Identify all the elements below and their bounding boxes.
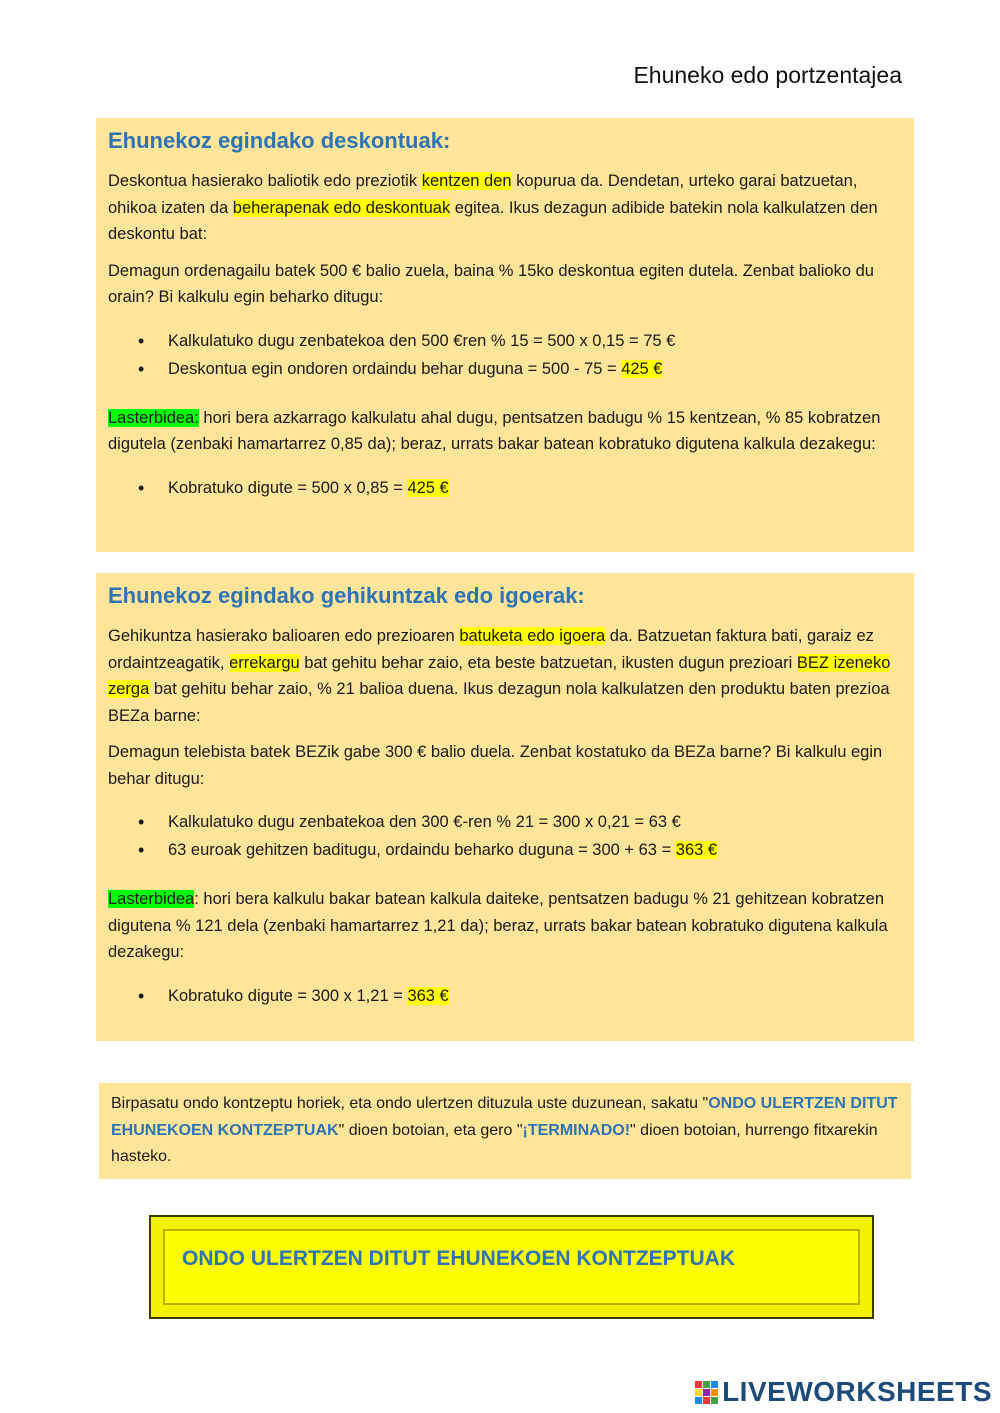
- instruction-note: Birpasatu ondo kontzeptu horiek, eta ondo ulertzen dituzula uste duzunean, sakatu "ONDO ULERTZEN DITUT EHUNEKOEN KONTZEPTUAK" dioen botoian, eta gero "¡TERMINADO!" dioen botoian, hurrengo fitxarekin hasteko.: [99, 1083, 911, 1179]
- discounts-shortcut: Lasterbidea: hori bera azkarrago kalkulatu ahal dugu, pentsatzen badugu % 15 kentzean, % 85 kobratzen digutela (zenbaki hamartarrez 0,85 da); beraz, urrats bakar batean kobratuko digutena kalkula dezakegu:: [108, 408, 881, 453]
- result-highlight: 363 €: [675, 841, 718, 859]
- increases-steps-list: [108, 808, 902, 864]
- discounts-shortcut-list: [108, 474, 902, 502]
- finished-button-reference: ¡TERMINADO!: [522, 1121, 631, 1139]
- highlight-kentzen-den: kentzen den: [421, 172, 512, 190]
- increases-section: [96, 573, 914, 1041]
- understand-concepts-button[interactable]: [149, 1215, 874, 1319]
- logo-text: LIVEWORKSHEETS: [722, 1376, 992, 1407]
- discounts-intro: Deskontua hasierako baliotik edo preziotik kentzen den kopurua da. Dendetan, urteko garai batzuetan, ohikoa izaten da beherapenak edo deskontuak egitea. Ikus dezagun adibide batekin nola kalkulatzen den deskontu bat:: [108, 172, 878, 243]
- highlight-beherapenak: beherapenak edo deskontuak: [232, 198, 451, 217]
- increases-shortcut-list: [108, 982, 902, 1010]
- list-item: • Deskontua egin ondoren ordaindu behar duguna = 500 - 75 = 425 €: [168, 355, 902, 383]
- increases-intro: Gehikuntza hasierako balioaren edo prezioaren batuketa edo igoera da. Batzuetan faktura bati, garaiz ez ordaintzeagatik, errekargu bat gehitu behar zaio, eta beste batzuetan, ikusten dugun prezioari BEZ izeneko zerga bat gehitu behar zaio, % 21 balioa duena. Ikus dezagun nola kalkulatzen den produktu baten prezioa BEZa barne:: [108, 627, 891, 725]
- shortcut-label: Lasterbidea: [108, 890, 195, 908]
- increases-heading: Ehunekoz egindako gehikuntzak edo igoerak:: [108, 583, 585, 608]
- discounts-example: Demagun ordenagailu batek 500 € balio zuela, baina % 15ko deskontua egiten dutela. Zenbat balioko du orain? Bi kalkulu egin beharko ditugu:: [108, 261, 874, 306]
- button-name-reference: ONDO ULERTZEN DITUT EHUNEKOEN KONTZEPTUAK: [111, 1095, 898, 1139]
- understand-concepts-button-label: ONDO ULERTZEN DITUT EHUNEKOEN KONTZEPTUAK: [182, 1247, 735, 1270]
- highlight-errekargu: errekargu: [229, 653, 300, 672]
- discounts-section: [96, 118, 914, 552]
- list-item: • Kalkulatuko dugu zenbatekoa den 500 €ren % 15 = 500 x 0,15 = 75 €: [168, 327, 902, 355]
- increases-shortcut: Lasterbidea: hori bera kalkulu bakar batean kalkula daiteke, pentsatzen badugu % 21 gehitzean kobratzen digutena % 121 dela (zenbaki hamartarrez 1,21 da); beraz, urrats bakar batean kobratuko digutena kalkula dezakegu:: [108, 890, 888, 961]
- liveworksheets-grid-icon: [695, 1381, 718, 1404]
- page-title: Ehuneko edo portzentajea: [633, 62, 902, 88]
- list-item: • Kobratuko digute = 500 x 0,85 = 425 €: [168, 474, 902, 502]
- liveworksheets-logo: [695, 1376, 992, 1408]
- list-item: • 63 euroak gehitzen baditugu, ordaindu beharko duguna = 300 + 63 = 363 €: [168, 836, 902, 864]
- result-highlight: 363 €: [407, 986, 449, 1005]
- highlight-bez: BEZ izeneko zerga: [108, 653, 891, 698]
- discounts-heading: Ehunekoz egindako deskontuak:: [108, 128, 451, 153]
- list-item: • Kalkulatuko dugu zenbatekoa den 300 €-ren % 21 = 300 x 0,21 = 63 €: [168, 808, 902, 836]
- highlight-batuketa: batuketa edo igoera: [459, 627, 606, 645]
- shortcut-label: Lasterbidea:: [108, 408, 199, 427]
- result-highlight: 425 €: [407, 478, 449, 497]
- list-item: • Kobratuko digute = 300 x 1,21 = 363 €: [168, 982, 902, 1010]
- result-highlight: 425 €: [621, 359, 663, 378]
- discounts-steps-list: [108, 327, 902, 383]
- increases-example: Demagun telebista batek BEZik gabe 300 € balio duela. Zenbat kostatuko da BEZa barne? Bi kalkulu egin behar ditugu:: [108, 743, 883, 788]
